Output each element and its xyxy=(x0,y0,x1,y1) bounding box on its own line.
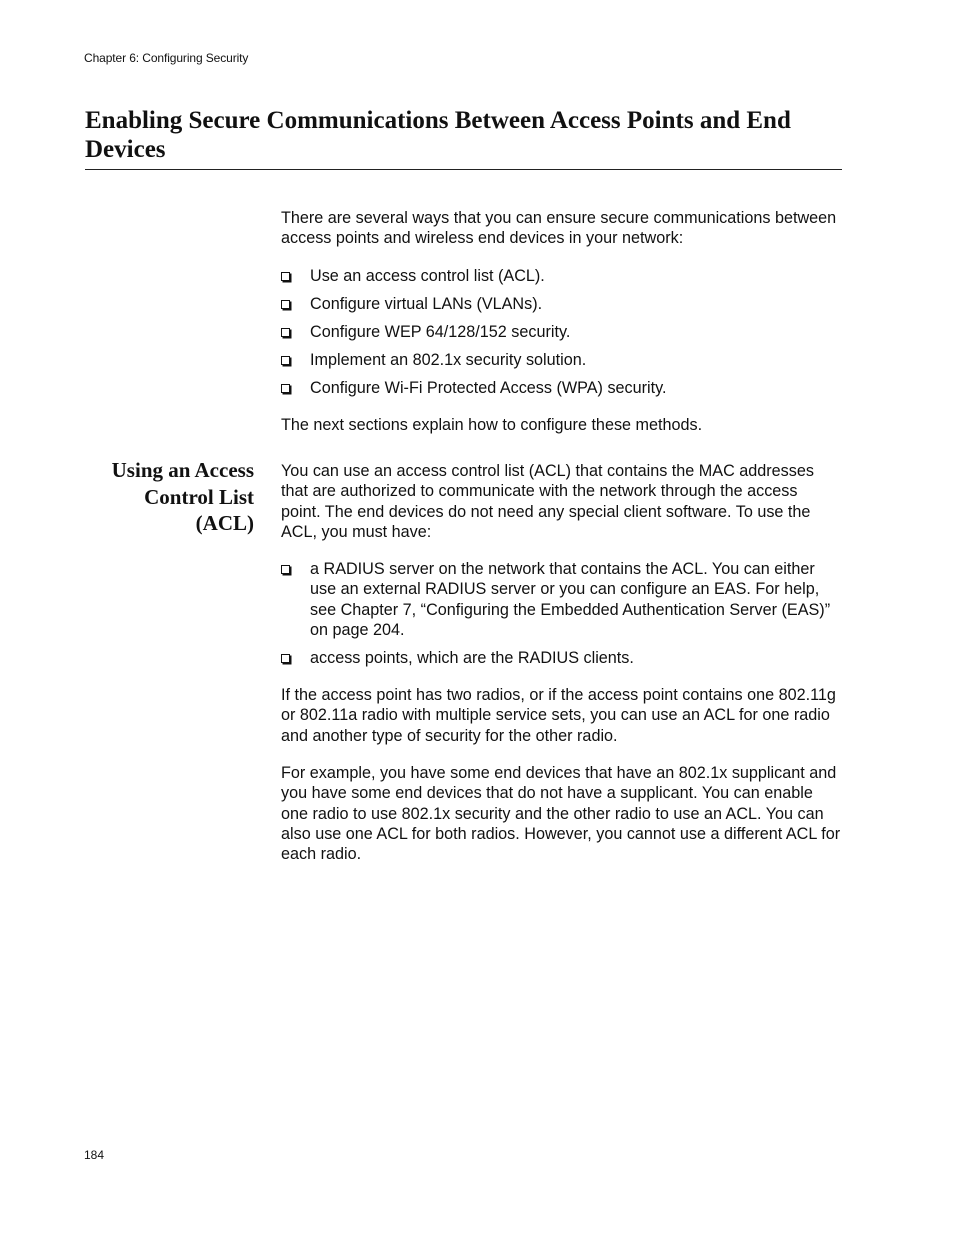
list-item-text: Implement an 802.1x security solution. xyxy=(310,350,587,369)
list-item xyxy=(281,559,841,640)
two-radios-paragraph xyxy=(281,685,841,746)
list-item-text: Configure WEP 64/128/152 security. xyxy=(310,322,571,341)
two-radios-text: If the access point has two radios, or if the access point contains one 802.11g or 802.11a radio with multiple service sets, you can use an ACL for one radio and another type of security for the other radio. xyxy=(281,686,836,745)
checkbox-bullet-icon xyxy=(281,328,290,337)
page-number: 184 xyxy=(84,1148,105,1162)
checkbox-bullet-icon xyxy=(281,356,290,365)
example-paragraph xyxy=(281,763,841,864)
list-item xyxy=(281,266,841,286)
acl-side-heading: Using an Access Control List (ACL) xyxy=(111,458,254,535)
checkbox-bullet-icon xyxy=(281,272,290,281)
list-item-text: access points, which are the RADIUS clients. xyxy=(310,648,634,667)
running-header: Chapter 6: Configuring Security xyxy=(84,51,249,65)
checkbox-bullet-icon xyxy=(281,565,290,574)
list-item xyxy=(281,350,841,370)
list-item-text: Use an access control list (ACL). xyxy=(310,267,545,285)
checkbox-bullet-icon xyxy=(281,384,290,393)
list-item xyxy=(281,294,841,314)
list-item xyxy=(281,378,841,398)
section-title: Enabling Secure Communications Between Access Points and End Devices xyxy=(85,107,791,163)
checkbox-bullet-icon xyxy=(281,300,290,309)
intro-paragraph xyxy=(281,208,841,249)
acl-intro-text: You can use an access control list (ACL) that contains the MAC addresses that are authorized to communicate with the network through the access point. The end devices do not need any special client software. To use the ACL, you must have: xyxy=(281,462,814,541)
methods-list xyxy=(281,266,841,406)
acl-intro-paragraph xyxy=(281,461,841,542)
example-text: For example, you have some end devices that have an 802.1x supplicant and you have some end devices that do not have a supplicant. You can enable one radio to use 802.1x security and the other radio to use an ACL. You can also use one ACL for both radios. However, you cannot use a different ACL for each radio. xyxy=(281,764,841,864)
list-item-text: Configure Wi-Fi Protected Access (WPA) security. xyxy=(310,378,667,397)
intro-text: There are several ways that you can ensure secure communications between access points and wireless end devices in your network: xyxy=(281,209,837,248)
outro-paragraph xyxy=(281,415,841,435)
title-rule xyxy=(85,169,842,170)
list-item-text: Configure virtual LANs (VLANs). xyxy=(310,294,543,313)
outro-text: The next sections explain how to configure these methods. xyxy=(281,416,703,434)
list-item xyxy=(281,322,841,342)
list-item-text: a RADIUS server on the network that contains the ACL. You can either use an external RADIUS server or you can configure an EAS. For help, see Chapter 7, “Configuring the Embedded Authentication Server (EAS)” on page 204. xyxy=(310,560,831,639)
requirements-list xyxy=(281,559,841,676)
checkbox-bullet-icon xyxy=(281,654,290,663)
list-item xyxy=(281,648,841,668)
